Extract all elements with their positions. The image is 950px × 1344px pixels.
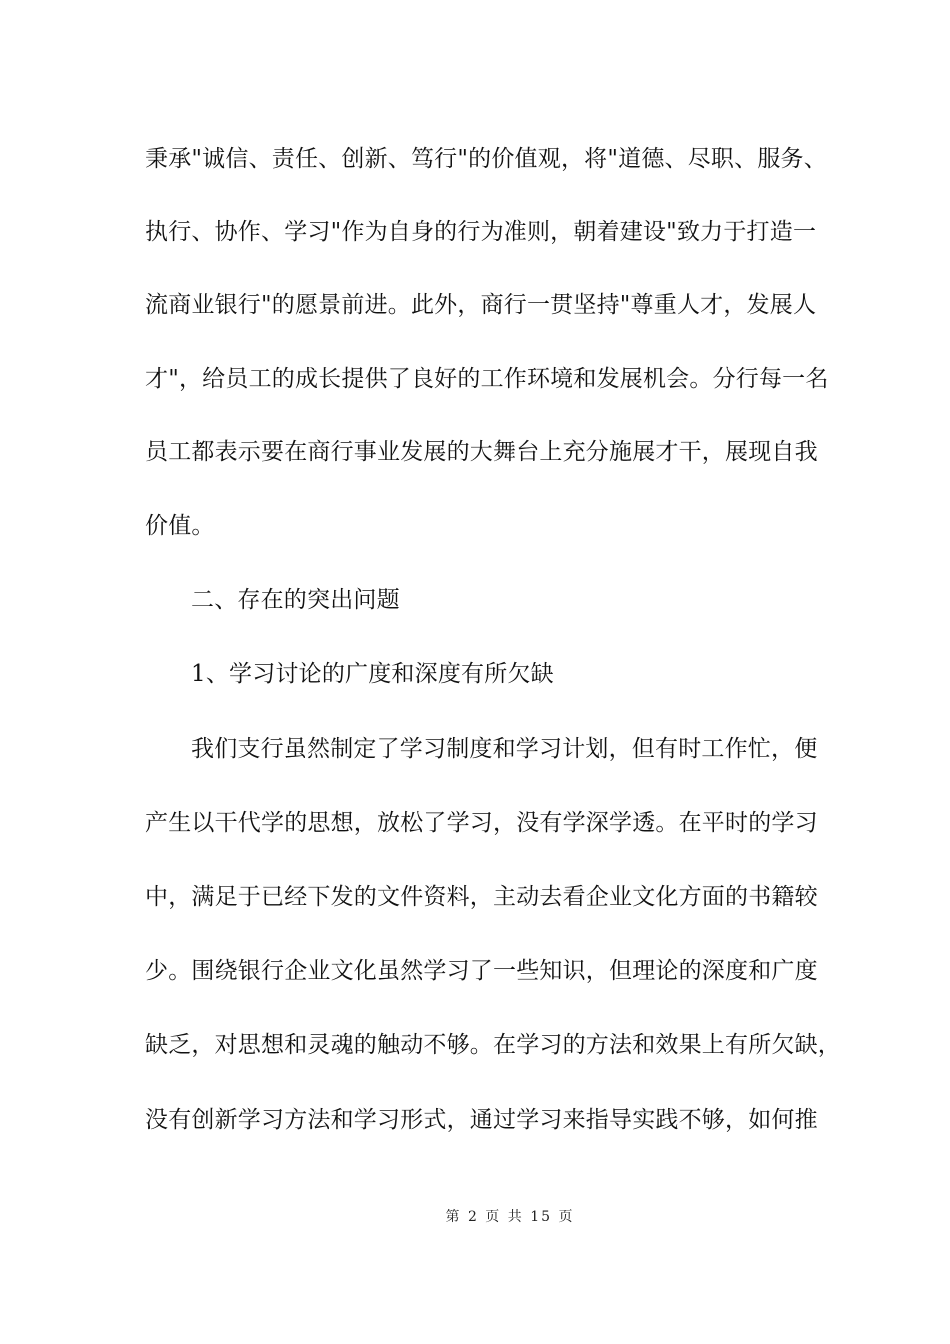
subsection-heading: 1、学习讨论的广度和深度有所欠缺	[191, 661, 554, 687]
paragraph1-line-4: 才"，给员工的成长提供了良好的工作环境和发展机会。分行每一名	[145, 366, 829, 392]
paragraph2-line-5: 缺乏，对思想和灵魂的触动不够。在学习的方法和效果上有所欠缺，	[145, 1032, 841, 1058]
paragraph1-line-3: 流商业银行"的愿景前进。此外，商行一贯坚持"尊重人才，发展人	[145, 292, 817, 318]
paragraph2-line-1: 我们支行虽然制定了学习制度和学习计划，但有时工作忙，便	[191, 736, 818, 762]
paragraph1-line-6: 价值。	[145, 513, 215, 539]
page-number: 第 2 页 共 15 页	[445, 1209, 575, 1225]
paragraph1-line-1: 秉承"诚信、责任、创新、笃行"的价值观，将"道德、尽职、服务、	[145, 146, 827, 172]
paragraph2-line-3: 中，满足于已经下发的文件资料，主动去看企业文化方面的书籍较	[145, 884, 818, 910]
paragraph2-line-6: 没有创新学习方法和学习形式，通过学习来指导实践不够，如何推	[145, 1107, 818, 1133]
paragraph2-line-2: 产生以干代学的思想，放松了学习，没有学深学透。在平时的学习	[145, 810, 818, 836]
section-heading: 二、存在的突出问题	[191, 587, 400, 613]
paragraph1-line-5: 员工都表示要在商行事业发展的大舞台上充分施展才干，展现自我	[145, 439, 818, 465]
paragraph1-line-2: 执行、协作、学习"作为自身的行为准则，朝着建设"致力于打造一	[145, 219, 817, 245]
paragraph2-line-4: 少。围绕银行企业文化虽然学习了一些知识，但理论的深度和广度	[145, 958, 818, 984]
page-footer	[0, 1208, 950, 1226]
